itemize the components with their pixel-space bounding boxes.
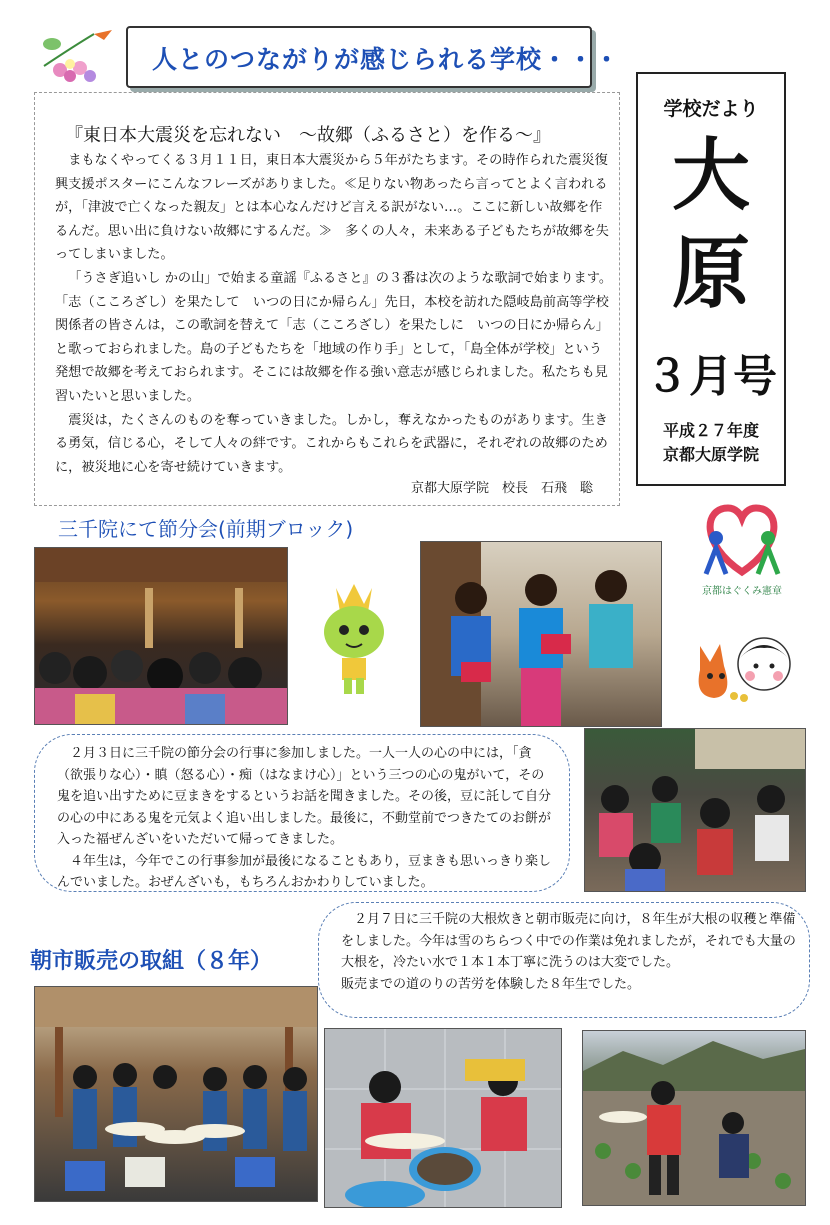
section-heading-asaichi: 朝市販売の取組（８年） [30,949,273,974]
article-paragraph: 「うさぎ追いし かの山」で始まる童謡『ふるさと』の３番は次のような歌詞で始まります。「志（こころざし）を果たして いつの日にか帰らん」先日，本校を訪れた隠岐島前高等学校関係者の皆さんは，この歌詞を替えて「志（こころざし）を果たしに いつの日にか帰らん」と歌っておられました。島の子どもたちを「地域の作り手」として，「島全体が学校」という発想で故郷を考えておられます。そこには故郷を作る強い意志が感じられました。私たちも見習いたいと思いました。 [55,270,613,404]
oni-otafuku-illustration-icon [694,626,798,702]
setsubun-report-bubble [34,734,570,892]
section-heading-setsubun: 三千院にて節分会(前期ブロック) [58,517,354,541]
masthead-label: 学校だより [663,98,759,120]
hagukumi-logo-icon [690,494,794,578]
article-body [55,149,615,479]
photo-bean-throwing [420,541,662,727]
asaichi-report-bubble [318,902,810,1018]
photo-market-stall [34,986,318,1202]
article-signature: 京都大原学院 校長 石飛 聡 [410,481,593,496]
principal-article [34,92,620,506]
masthead-name-2: 原 [671,228,750,319]
setsubun-paragraph: ２月３日に三千院の節分会の行事に参加しました。一人一人の心の中には，「貪（欲張りな心）・瞋（怒る心）・痴（はなまけ心）」という三つの心の鬼がいて，その鬼を追い出すために豆まきをするというお話を聞きました。その後，豆に託して自分の心の中にある鬼を元気よく追い出しました。最後に，不動堂前でつきたてのお餅が入った福ぜんざいをいただいて帰ってきました。 [57,746,552,847]
page-title: 人とのつながりが感じられる学校・・・ [152,45,621,74]
article-title: 『東日本大震災を忘れない ～故郷（ふるさと）を作る～』 [65,125,551,146]
header-banner [126,26,621,88]
photo-washing-daikon [324,1028,562,1208]
photo-eating-zenzai [584,728,806,892]
photo-harvest-field [582,1030,806,1206]
masthead-issue: ３月号 [645,351,777,402]
hagukumi-charter-logo [690,494,794,606]
masthead-school: 京都大原学院 [662,445,759,464]
masthead-name-1: 大 [671,130,750,221]
flower-decoration-icon [34,26,118,90]
asaichi-paragraph: ２月７日に三千院の大根炊きと朝市販売に向け，８年生が大根の収穫と準備をしました。今年は雪のちらつく中での作業は免れましたが，それでも大量の大根を，冷たい水で１本１本丁寧に洗うのは大変でした。 [341,912,796,970]
article-paragraph: まもなくやってくる３月１１日，東日本大震災から５年がたちます。その時作られた震災復興支援ポスターにこんなフレーズがありました。≪足りない物あったら言ってとよく言われるが，「津波で亡くなった親友」とは本心なんだけど言える訳がない…。ここに新しい故郷を作るんだ。思い出に負けない故郷にするんだ。≫ 多くの人々，未来ある子どもたちが故郷を失ってしまいました。 [55,153,609,263]
setsubun-paragraph: ４年生は，今年でこの行事参加が最後になることもあり，豆まきも思いっきり楽しんでいました。おぜんざいも，もちろんおかわりしていました。 [57,853,552,890]
photo-setsubun-temple [34,547,288,725]
oni-mascot-icon [306,578,400,698]
asaichi-paragraph: 販売までの道のりの苦労を体験した８年生でした。 [341,976,641,992]
article-paragraph: 震災は，たくさんのものを奪っていきました。しかし，奪えなかったものがあります。生きる勇気，信じる心，そして人々の絆です。これからもこれらを武器に，それぞれの故郷のために，被災地に心を寄せ続けていきます。 [55,412,608,475]
masthead-year: 平成２７年度 [662,421,759,440]
masthead [636,72,786,486]
hagukumi-logo-text: 京都はぐくみ憲章 [702,586,782,597]
